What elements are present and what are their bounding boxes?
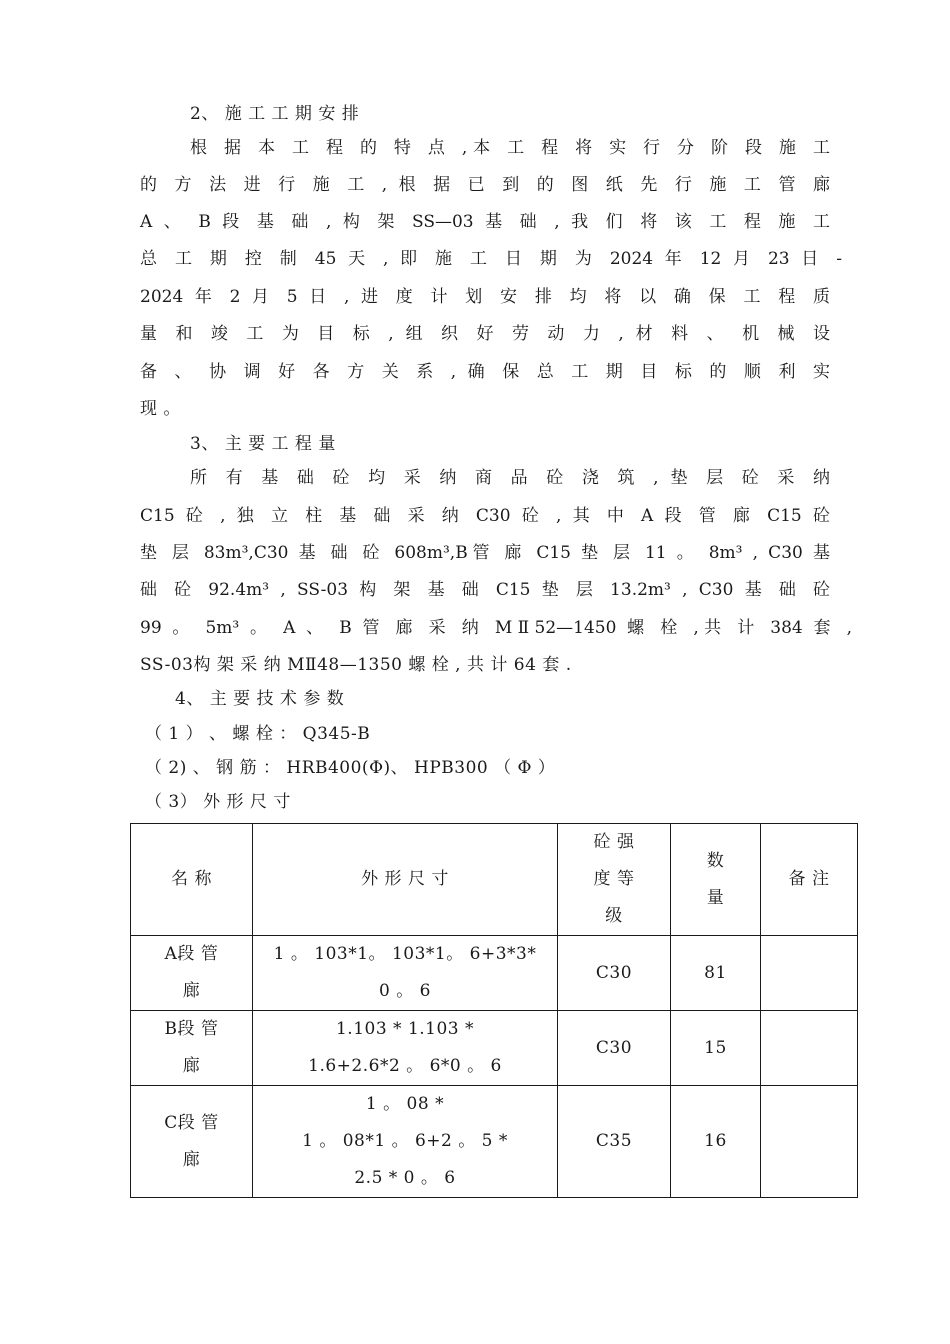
- header-concrete-grade: 砼 强 度 等 级: [558, 824, 671, 936]
- table-row: [131, 1011, 858, 1086]
- paragraph-line: 备 、 协 调 好 各 方 关 系 , 确 保 总 工 期 目 标 的 顺 利 实: [140, 362, 830, 382]
- cell-name: A段 管 廊: [131, 936, 253, 1011]
- cell-dimensions: 1.103 * 1.103 * 1.6+2.6*2 。 6*0 。 6: [253, 1011, 558, 1086]
- paragraph-line: A 、 B 段 基 础 , 构 架 SS—03 基 础 , 我 们 将 该 工 程 施 工: [140, 212, 830, 232]
- paragraph-line: 垫 层 83m³,C30 基 础 砼 608m³,B管 廊 C15 垫 层 11 。 8m³ , C30 基: [140, 543, 830, 563]
- cell-remarks: [761, 936, 858, 1011]
- table-row: [131, 936, 858, 1011]
- cell-quantity: 81: [671, 936, 761, 1011]
- cell-name: C段 管 廊: [131, 1086, 253, 1198]
- paragraph-line: 2024 年 2 月 5 日 , 进 度 计 划 安 排 均 将 以 确 保 工 程 质: [140, 287, 830, 307]
- cell-quantity: 15: [671, 1011, 761, 1086]
- cell-concrete-grade: C30: [558, 936, 671, 1011]
- header-remarks: 备 注: [761, 824, 858, 936]
- cell-name: B段 管 廊: [131, 1011, 253, 1086]
- cell-dimensions: 1 。 08 * 1 。 08*1 。 6+2 。 5 * 2.5 * 0 。 6: [253, 1086, 558, 1198]
- paragraph-line: C15 砼 , 独 立 柱 基 础 采 纳 C30 砼 , 其 中 A 段 管 廊 C15 砼: [140, 506, 830, 526]
- param-item: （ 3） 外 形 尺 寸: [145, 792, 291, 812]
- cell-remarks: [761, 1086, 858, 1198]
- paragraph-line: 的 方 法 进 行 施 工 , 根 据 已 到 的 图 纸 先 行 施 工 管 廊: [140, 175, 830, 195]
- header-dimensions: 外 形 尺 寸: [253, 824, 558, 936]
- cell-remarks: [761, 1011, 858, 1086]
- param-item: （ 1 ） 、 螺 栓 ： Q345-B: [145, 724, 371, 744]
- dimensions-table: [130, 823, 858, 1198]
- cell-quantity: 16: [671, 1086, 761, 1198]
- section-heading-quantities: 3、 主 要 工 程 量: [190, 434, 336, 454]
- paragraph-line: 根 据 本 工 程 的 特 点 ,本 工 程 将 实 行 分 阶 段 施 工: [190, 138, 830, 158]
- cell-concrete-grade: C30: [558, 1011, 671, 1086]
- section-heading-schedule: 2、 施 工 工 期 安 排: [190, 104, 360, 124]
- paragraph-line: 现 。: [140, 399, 181, 419]
- paragraph-line: SS-03构 架 采 纳 MⅡ48—1350 螺 栓 , 共 计 64 套 .: [140, 655, 572, 675]
- table-header-row: [131, 824, 858, 936]
- section-heading-params: 4、 主 要 技 术 参 数: [175, 689, 345, 709]
- paragraph-line: 础 砼 92.4m³ , SS-03 构 架 基 础 C15 垫 层 13.2m³ , C30 基 础 砼: [140, 580, 830, 600]
- header-quantity: 数 量: [671, 824, 761, 936]
- paragraph-line: 所 有 基 础 砼 均 采 纳 商 品 砼 浇 筑 , 垫 层 砼 采 纳: [190, 468, 830, 488]
- paragraph-line: 99 。 5m³ 。 A 、 B 管 廊 采 纳 MⅡ52—1450 螺 栓 ,共 计 384 套 ,: [140, 618, 852, 638]
- header-name: 名 称: [131, 824, 253, 936]
- param-item: （ 2) 、 钢 筋 ： HRB400(Φ)、 HPB300 （ Φ ）: [145, 758, 556, 778]
- paragraph-line: 总 工 期 控 制 45 天 , 即 施 工 日 期 为 2024 年 12 月 23 日 -: [140, 249, 842, 269]
- paragraph-line: 量 和 竣 工 为 目 标 , 组 织 好 劳 动 力 , 材 料 、 机 械 设: [140, 324, 830, 344]
- cell-dimensions: 1 。 103*1。 103*1。 6+3*3* 0 。 6: [253, 936, 558, 1011]
- table-row: [131, 1086, 858, 1198]
- cell-concrete-grade: C35: [558, 1086, 671, 1198]
